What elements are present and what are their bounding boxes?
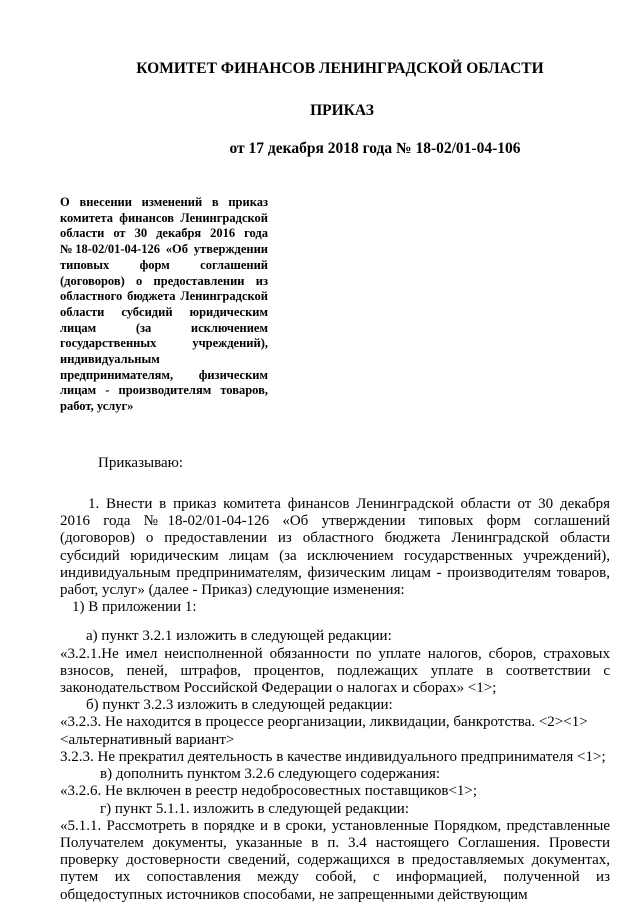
order-word: Приказываю: (98, 454, 183, 471)
document-type-title: ПРИКАЗ (310, 102, 374, 119)
paragraph-1: 1. Внести в приказ комитета финансов Ленинградской области от 30 декабря 2016 года №18-02/01-04-126 «Об утверждении типовых форм соглашений (договоров) о предоставлении из областного бюджета Ленинградской области субсидий юридическим лицам (за исключением государственных учреждений), индивидуальным предпринимателям, физическим лицам - производителям товаров, работ, услуг» (далее - Приказ) следующие изменения: (60, 496, 610, 599)
subitem-c-text: «3.2.6. Не включен в реестр недобросовестных поставщиков<1>; (60, 783, 478, 800)
organization-header: КОМИТЕТ ФИНАНСОВ ЛЕНИНГРАДСКОЙ ОБЛАСТИ (136, 60, 544, 77)
subitem-d-text: «5.1.1. Рассмотреть в порядке и в сроки, установленные Порядком, представленные Получателем документы, указанные в п. 3.4 настоящего Соглашения. Провести проверку достоверности сведений, содержащихся в предоставляемых документах, путем их сопоставления между собой, с информацией, полученной из общедоступных источников способами, не запрещенными действующим (60, 817, 610, 903)
subitem-b-text-1: «3.2.3. Не находится в процессе реорганизации, ликвидации, банкротства. <2><1> (60, 714, 588, 731)
subitem-c-heading: в) дополнить пунктом 3.2.6 следующего содержания: (100, 766, 441, 783)
subitem-a-text: «3.2.1.Не имел неисполненной обязанности по уплате налогов, сборов, страховых взносов, пеней, штрафов, процентов, подлежащих уплате в соответствии с законодательством Российской Федерации о налогах и сборах» <1>; (60, 645, 610, 697)
subitem-b-heading: б) пункт 3.2.3 изложить в следующей редакции: (86, 697, 393, 714)
order-subject: О внесении изменений в приказ комитета финансов Ленинградской области от 30 декабря 2016 года №18-02/01-04-126 «Об утверждении типовых форм соглашений (договоров) о предоставлении из областного бюджета Ленинградской области субсидий юридическим лицам (за исключением государственных учреждений), индивидуальным предпринимателям, физическим лицам - производителям товаров, работ, услуг» (60, 195, 268, 414)
subitem-a-heading: а) пункт 3.2.1 изложить в следующей редакции: (86, 628, 392, 645)
date-number-line: от 17 декабря 2018 года № 18-02/01-04-106 (229, 140, 521, 157)
subitem-d-heading: г) пункт 5.1.1. изложить в следующей редакции: (100, 800, 409, 817)
item-1: 1) В приложении 1: (72, 599, 197, 616)
subitem-b-alternative: <альтернативный вариант> (60, 731, 235, 748)
subitem-b-text-2: 3.2.3. Не прекратил деятельность в качестве индивидуального предпринимателя <1>; (60, 748, 606, 765)
